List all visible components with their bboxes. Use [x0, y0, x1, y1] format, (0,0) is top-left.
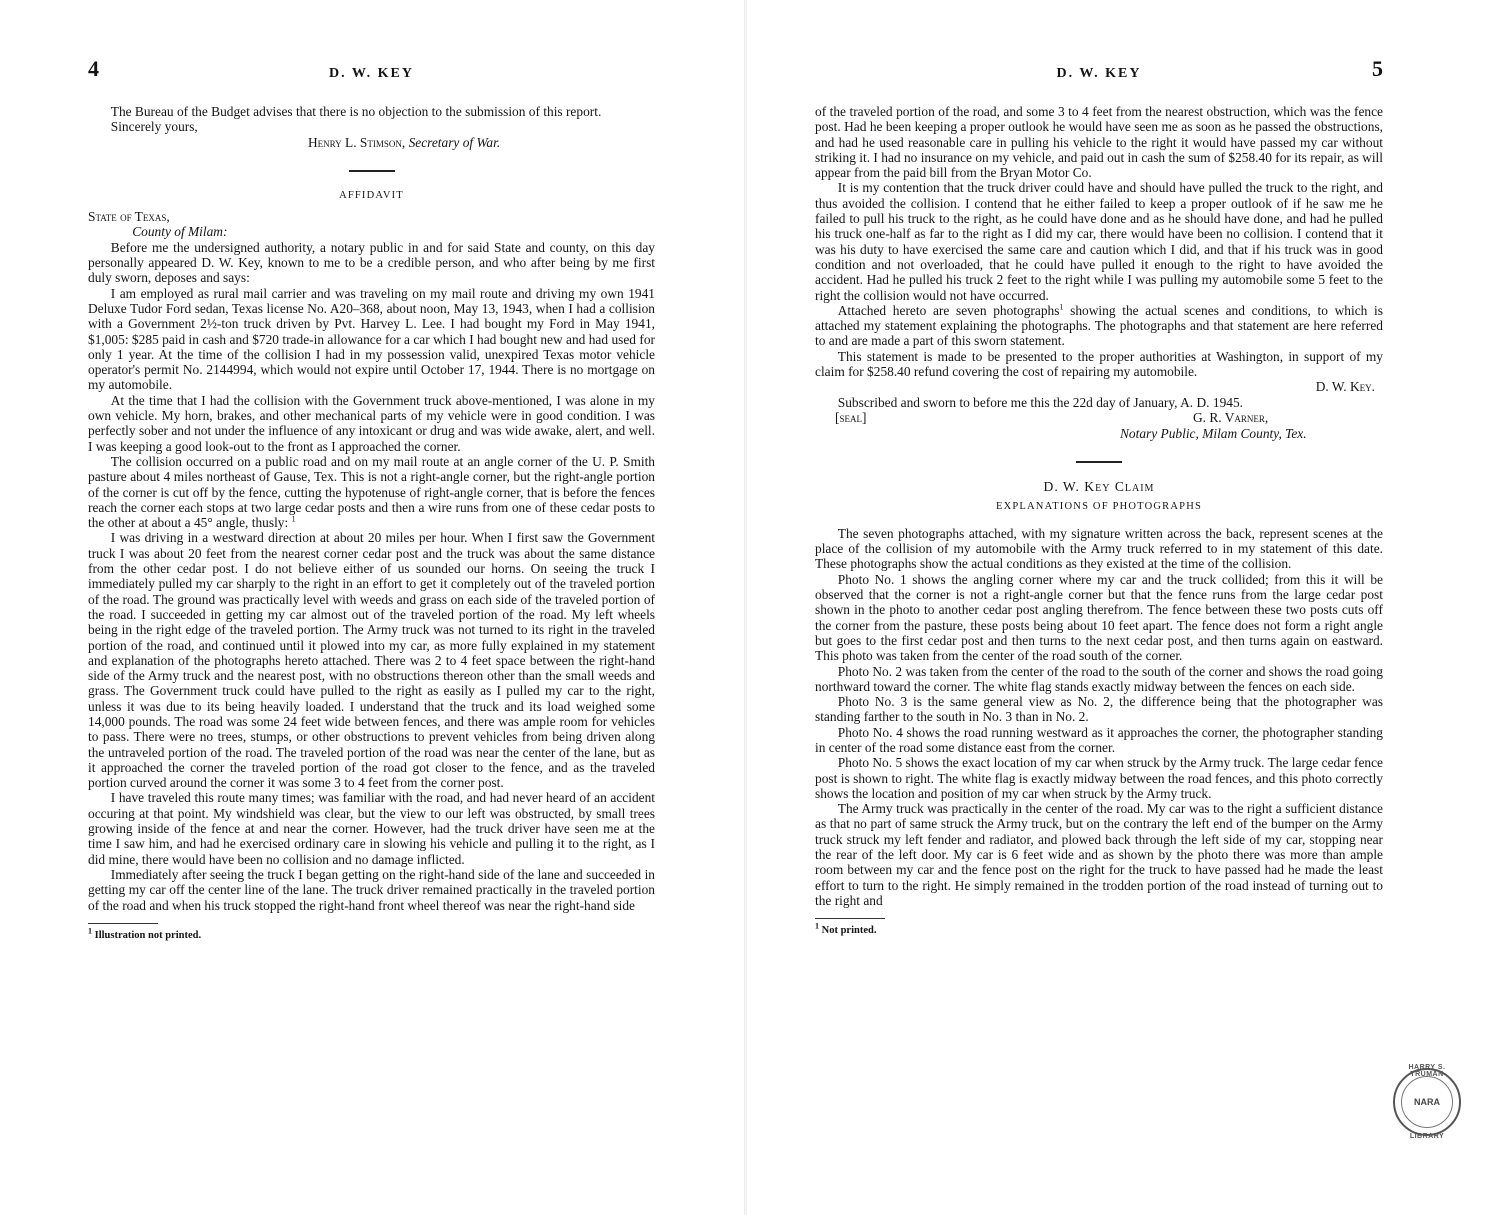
photo-paragraph: The Army truck was practically in the center of the road. My car was to the right a sufficient distance as that no part of same struck the Army truck, but on the contrary the left end of the bumper on the Army truck struck my left fender and radiator, and plowed back through the left side of my car, stopping near the rear of the left door. My car is 6 feet wide and as shown by the photo there was more than ample room between my car and the fence post on the right for the truck to have passed had he made the least effort to turn to the right. He simply remained in the trodden portion of the road instead of turning out to the right and — [815, 801, 1383, 908]
claim-heading: D. W. Key Claim — [1043, 479, 1155, 495]
notary-title: Notary Public, Milam County, Tex. — [1120, 425, 1307, 441]
affidavit-paragraph: Immediately after seeing the truck I began getting on the right-hand side of the lane and succeeded in getting my car off the center line of the lane. The truck driver remained practically in the traveled portion of the road and when his truck stopped the right-hand front wheel thereof was near the right-hand side — [88, 866, 655, 913]
affidavit-paragraph: I have traveled this route many times; was familiar with the road, and had never heard of an accident occuring at that point. My windshield was clear, but the view to our left was obstructed, by small trees growing inside of the fence at and near the corner. However, had the truck driver have seen me at the time I saw him, and had he exercised ordinary care in slowing his vehicle and pulling it to the right, as I did mine, there would have been no collision and no damage inflicted. — [88, 790, 655, 867]
footnote-text: Illustration not printed. — [94, 929, 202, 941]
photo-paragraph: The seven photographs attached, with my signature written across the back, represent scenes at the place of the collision of my automobile with the Army truck referred to in my statement of this date. These photographs show the actual conditions as they existed at the time of the collision. — [815, 525, 1383, 572]
left-page-body — [88, 104, 655, 943]
signer-name: Henry L. Stimson, — [308, 134, 406, 150]
jurat: Subscribed and sworn to before me this the 22d day of January, A. D. 1945. — [837, 394, 1244, 410]
affidavit-paragraph: At the time that I had the collision with the Government truck above-mentioned, I was alone in my own vehicle. My horn, brakes, and other mechanical parts of my vehicle were in good condition. I was perfectly sober and not under the influence of any intoxicant or drug and was wide awake, alert, and well. I was keeping a good look-out to the front as I approached the corner. — [88, 392, 655, 454]
stamp-ring — [1401, 1076, 1453, 1128]
affidavit-heading: AFFIDAVIT — [339, 189, 404, 201]
affidavit-paragraph: I was driving in a westward direction at about 20 miles per hour. When I first saw the Government truck I was about 20 feet from the nearest corner cedar post and the truck was about the same distance from the other cedar post. I do not believe either of us sounded our horns. On seeing the truck I immediately pulled my car sharply to the right in an effort to get it completely out of the traveled portion of the road. The ground was practically level with weeds and grass on each side of the traveled portion of the road. I succeeded in getting my car almost out of the traveled portion of the road. My left wheels being in the right edge of the traveled portion. The Army truck was not turned to its right in the traveled portion of the road, and continued until it plowed into my car, as more fully explained in my statement and explanation of the photographs hereto attached. There was 2 to 4 feet space between the right-hand side of the Army truck and the nearest post, with no obstructions thereon other than the small weeds and grass. The Government truck could have pulled to the right as easily as I pulled my car to the right, unless it was due to its being heavily loaded. I understand that the truck and its load weighed some 14,000 pounds. The road was some 24 feet wide between fences, and there was ample room for vehicles to pass. There were no trees, stumps, or other obstructions to prevent vehicles from being driven along the untraveled portion of the road. The traveled portion of the road was near the center of the lane, but as it approached the corner the traveled portion of the road got closer to the fence, and as the traveled portion curved around the corner it was some 3 to 4 feet from the corner post. — [88, 530, 655, 791]
photo-paragraph: Photo No. 4 shows the road running westward as it approaches the corner, the photographer standing in center of the road some distance east from the corner. — [815, 724, 1383, 755]
stamp-top-text: HARRY S. TRUMAN — [1408, 1064, 1446, 1078]
running-head: D. W. KEY — [1056, 66, 1142, 81]
notary-line — [815, 410, 1383, 426]
page-number: 4 — [88, 56, 99, 81]
footnote-rule — [88, 923, 158, 924]
affidavit-paragraph — [815, 303, 1383, 349]
right-page-body — [815, 104, 1383, 939]
stamp-center-text: NARA — [1414, 1097, 1440, 1107]
affidavit-paragraph: of the traveled portion of the road, and some 3 to 4 feet from the nearest obstruction, which was the fence post. Had he been keeping a proper outlook he would have seen me as soon as he passed the obstructions, and had he used reasonable care in pulling his vehicle to the right it would have passed my car without striking it. I had no insurance on my vehicle, and paid out in cash the sum of $258.40 for its repair, as will appear from the paid bill from the Bryan Motor Co. — [815, 104, 1383, 181]
footnote-marker: 1 — [815, 921, 819, 931]
affidavit-paragraph-text: The collision occurred on a public road and on my mail route at an angle corner of the U. P. Smith pasture about 4 miles northeast of Gause, Tex. This is not a right-angle corner, but the right-angle portion of the corner is cut off by the fence, cutting the hypotenuse of right-angle corner, that is before the fences reach the corner each stops at two large cedar posts and then a wire runs from one of these cedar posts to the other at about a 45° angle, thusly: — [88, 453, 655, 531]
affidavit-paragraph: This statement is made to be presented to the proper authorities at Washington, in support of my claim for $258.40 refund covering the cost of repairing my automobile. — [815, 348, 1383, 380]
closing: Sincerely yours, — [110, 119, 198, 135]
running-head: D. W. KEY — [329, 66, 414, 81]
photo-paragraph: Photo No. 3 is the same general view as No. 2, the difference being that the photographer was standing farther to the south in No. 3 than in No. 2. — [815, 694, 1383, 725]
photo-paragraph: Photo No. 1 shows the angling corner where my car and the truck collided; from this it will be observed that the corner is not a right-angle corner but that the fence runs from the large cedar post shown in the photo to another cedar post angling therefrom. The fence between these two posts cuts off the corner from the pasture, these posts being about 10 feet apart. The fence does not form a right angle but goes to the first cedar post and then turns to the next cedar post, and then turns again on eastward. This photo was taken from the center of the road south of the corner. — [815, 571, 1383, 664]
photo-paragraph: Photo No. 5 shows the exact location of my car when struck by the Army truck. The large cedar fence post is shown to right. The white flag is exactly midway between the road fences, and this photo correctly shows the location and position of my car when struck by the Army truck. — [815, 755, 1383, 801]
photo-paragraph: Photo No. 2 was taken from the center of the road to the south of the corner and shows the road going northward toward the corner. The white flag stands exactly midway between the fences on each side. — [815, 663, 1383, 694]
stamp-bottom-text: LIBRARY — [1409, 1133, 1445, 1140]
affidavit-paragraph: Before me the undersigned authority, a notary public in and for said State and county, on this day personally appeared D. W. Key, known to me to be a credible person, and who after being by me first duly sworn, deposes and says: — [88, 239, 655, 286]
page-number: 5 — [1372, 56, 1383, 81]
venue-state: State of Texas, — [88, 209, 170, 225]
footnote-text: Not printed. — [821, 925, 877, 937]
footnote-marker: 1 — [88, 926, 92, 936]
affidavit-paragraph: I am employed as rural mail carrier and was traveling on my mail route and driving my own 1941 Deluxe Tudor Ford sedan, Texas license No. A20–368, about noon, May 13, 1943, when I had a collision with a Government 2½-ton truck driven by Pvt. Harvey L. Lee. I had bought my Ford in May 1941, $1,005: $285 paid in cash and $720 trade-in allowance for a car which I had bought new and had used for only 1 year. At the time of the collision I had in my possession valid, unexpired Texas motor vehicle operator's permit No. 2144994, which would not expire until October 17, 1944. There is no mortgage on my automobile. — [88, 285, 655, 393]
affidavit-paragraph: It is my contention that the truck driver could have and should have pulled the truck to the right, and thus avoided the collision. I contend that he either failed to keep a proper outlook of if he saw me he failed to pull his truck to the right, as he could have done and as he should have done, and had he pulled his truck one-half as far to the right as I did my car, there would have been no collision. I contend that it was his duty to have exercised the same care and caution which I did, and that if his truck was in good condition and not overloaded, that he could have pulled it enough to the right to have avoided the accident. Had he pulled his truck 2 feet to the right while I was pulling my automobile some 5 feet to the right the collision would not have occurred. — [815, 180, 1383, 303]
section-rule — [349, 170, 395, 172]
footnote-ref: 1 — [1059, 302, 1064, 312]
footnote-ref: 1 — [291, 514, 296, 524]
photos-heading: EXPLANATIONS OF PHOTOGRAPHS — [995, 500, 1203, 512]
signer-title: Secretary of War. — [408, 134, 501, 150]
affidavit-paragraph-text: Attached hereto are seven photographs$^1$ showing the actual scenes and conditions, to which is attached my statement explaining the photographs. The photographs and that statement are here referred to and are made a part of this sworn statement. — [815, 302, 1383, 349]
right-page — [745, 0, 1499, 1215]
seal-label: [seal] — [835, 409, 867, 425]
signature-block — [88, 135, 655, 150]
section-rule — [1076, 461, 1122, 463]
affiant-signature: D. W. Key. — [1315, 379, 1375, 395]
library-stamp — [1393, 1064, 1461, 1140]
venue-county: County of Milam: — [132, 224, 228, 240]
left-page — [0, 0, 745, 1215]
left-page-header — [88, 56, 655, 104]
notary-name: G. R. Varner, — [1193, 409, 1269, 425]
affidavit-paragraph — [88, 454, 655, 530]
footnote — [88, 928, 655, 943]
right-page-header — [815, 56, 1383, 104]
footnote — [815, 923, 1383, 938]
budget-paragraph: The Bureau of the Budget advises that there is no objection to the submission of this report. — [110, 104, 602, 119]
footnote-rule — [815, 918, 885, 919]
